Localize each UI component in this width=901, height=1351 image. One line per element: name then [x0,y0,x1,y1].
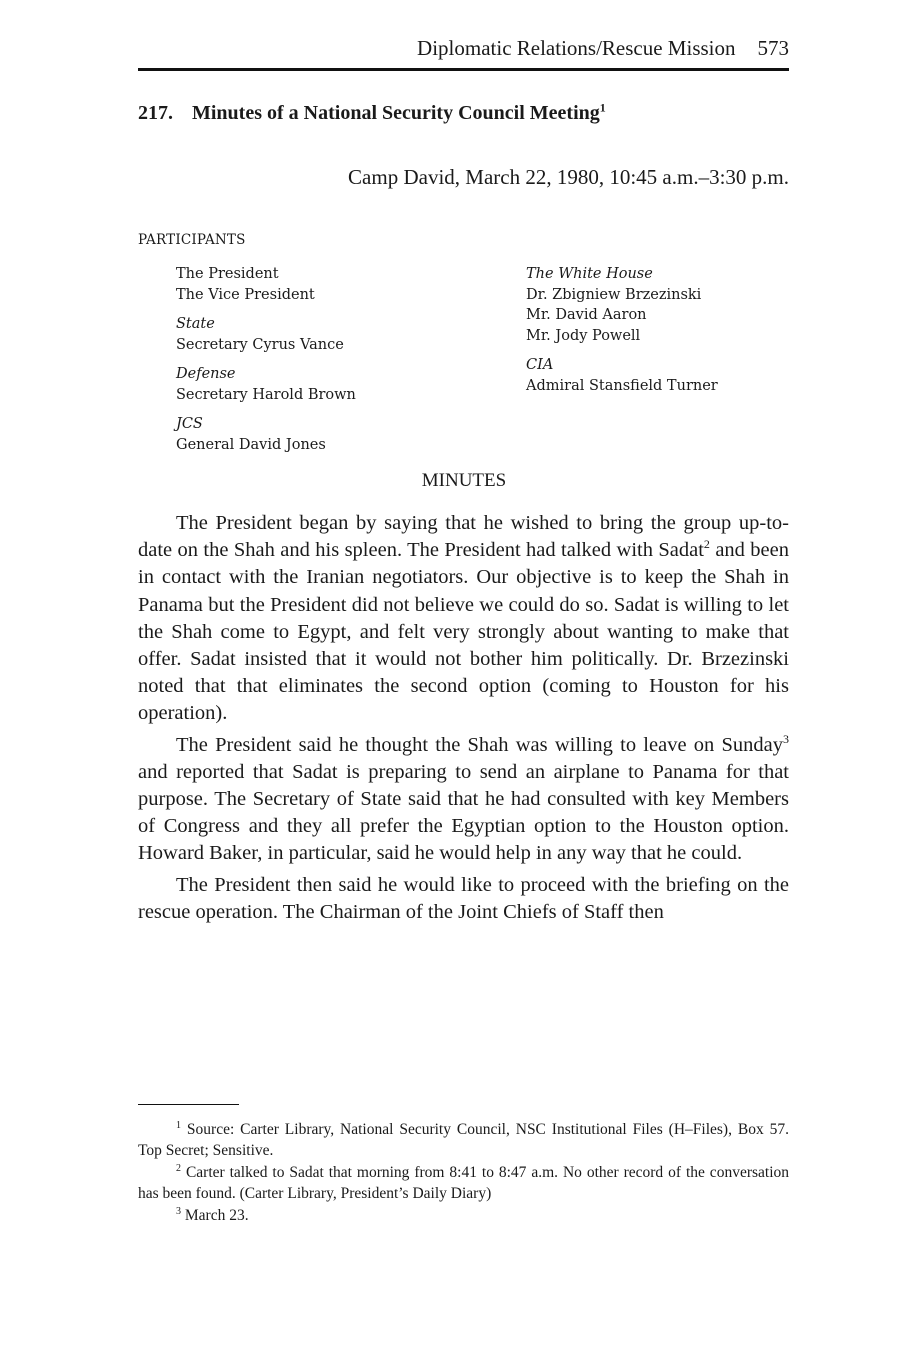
participants-heading: PARTICIPANTS [138,232,246,248]
participant-group-name: Defense [176,366,236,382]
paragraph-text: and been in contact with the Iranian negotiators. Our objective is to keep the Shah in Panama but the President did not believe we could do so. Sadat is willing to let the Shah come to Egypt, and felt very strongly about wanting to make that offer. Sadat insisted that it would not bother him politically. Dr. Brzezinski noted that that eliminates the second option (coming to Houston for his operation). [138,539,790,725]
participant-name: Dr. Zbigniew Brzezinski [526,286,702,303]
paragraph-text: The President said he thought the Shah was willing to leave on Sunday [176,733,783,756]
participant-group [176,264,356,305]
participant-group [526,355,718,396]
participant-group [176,314,356,355]
participant-name: General David Jones [176,436,326,453]
footnote-ref: 2 [703,537,710,552]
participant-name: Mr. David Aaron [526,307,647,323]
paragraph-text: and reported that Sadat is preparing to send an airplane to Panama for that purpose. The Secretary of State said that he had consulted with key Members of Congress and they all prefer the Egyptian option to the Houston option. Howard Baker, in particular, said he would help in any way that he could. [138,760,789,865]
participants-right-column [526,264,718,405]
participants-left-column [176,264,356,464]
participant-name: The President [176,266,279,282]
participant-group-name: CIA [526,357,554,373]
participant-group [176,364,356,405]
participant-name: Mr. Jody Powell [526,327,641,344]
participant-name: The Vice President [176,286,315,303]
page-number: 573 [757,36,789,60]
footnote-mark: 2 [176,1162,181,1174]
footnotes [138,1120,789,1229]
footnote-text: March 23. [184,1207,249,1224]
running-header [138,36,789,61]
document-title [138,102,606,125]
participant-name: Secretary Harold Brown [176,386,356,403]
footnote-mark: 1 [176,1119,181,1131]
title-footnote-ref: 1 [599,100,606,115]
minutes-body [138,510,789,930]
dateline: Camp David, March 22, 1980, 10:45 a.m.–3:30 p.m. [348,165,789,189]
paragraph-text: The President then said he would like to proceed with the briefing on the rescue operation. The Chairman of the Joint Chiefs of Staff then [138,873,789,923]
footnote-ref: 3 [783,731,789,746]
document-number: 217. [138,102,173,124]
participant-group [176,414,356,455]
participant-group-name: JCS [176,416,203,432]
footnote [138,1163,789,1204]
header-rule [138,68,789,71]
participant-group [526,264,718,346]
footnote-mark: 3 [176,1205,181,1217]
footnote [138,1120,789,1161]
participant-name: Admiral Stansfield Turner [526,377,718,394]
document-title-text: Minutes of a National Security Council Meeting [192,102,600,124]
minutes-heading: MINUTES [421,470,507,491]
participant-group-name: State [176,316,215,332]
participant-name: Secretary Cyrus Vance [176,336,344,353]
footnote-text: Source: Carter Library, National Security Council, NSC Institutional Files (H–Files), Box 57. Top Secret; Sensitive. [138,1121,789,1159]
body-paragraph [138,510,789,728]
footnote-rule [138,1104,239,1105]
footnote [138,1206,789,1227]
body-paragraph [138,732,789,868]
participant-group-name: The White House [526,266,653,282]
paragraph-text: The President began by saying that he wished to bring the group up-to-date on the Shah and his spleen. The President had talked with Sadat [138,512,789,562]
footnote-text: Carter talked to Sadat that morning from 8:41 to 8:47 a.m. No other record of the conversation has been found. (Carter Library, President’s Daily Diary) [138,1164,790,1202]
body-paragraph [138,872,789,926]
running-title: Diplomatic Relations/Rescue Mission [417,36,736,60]
